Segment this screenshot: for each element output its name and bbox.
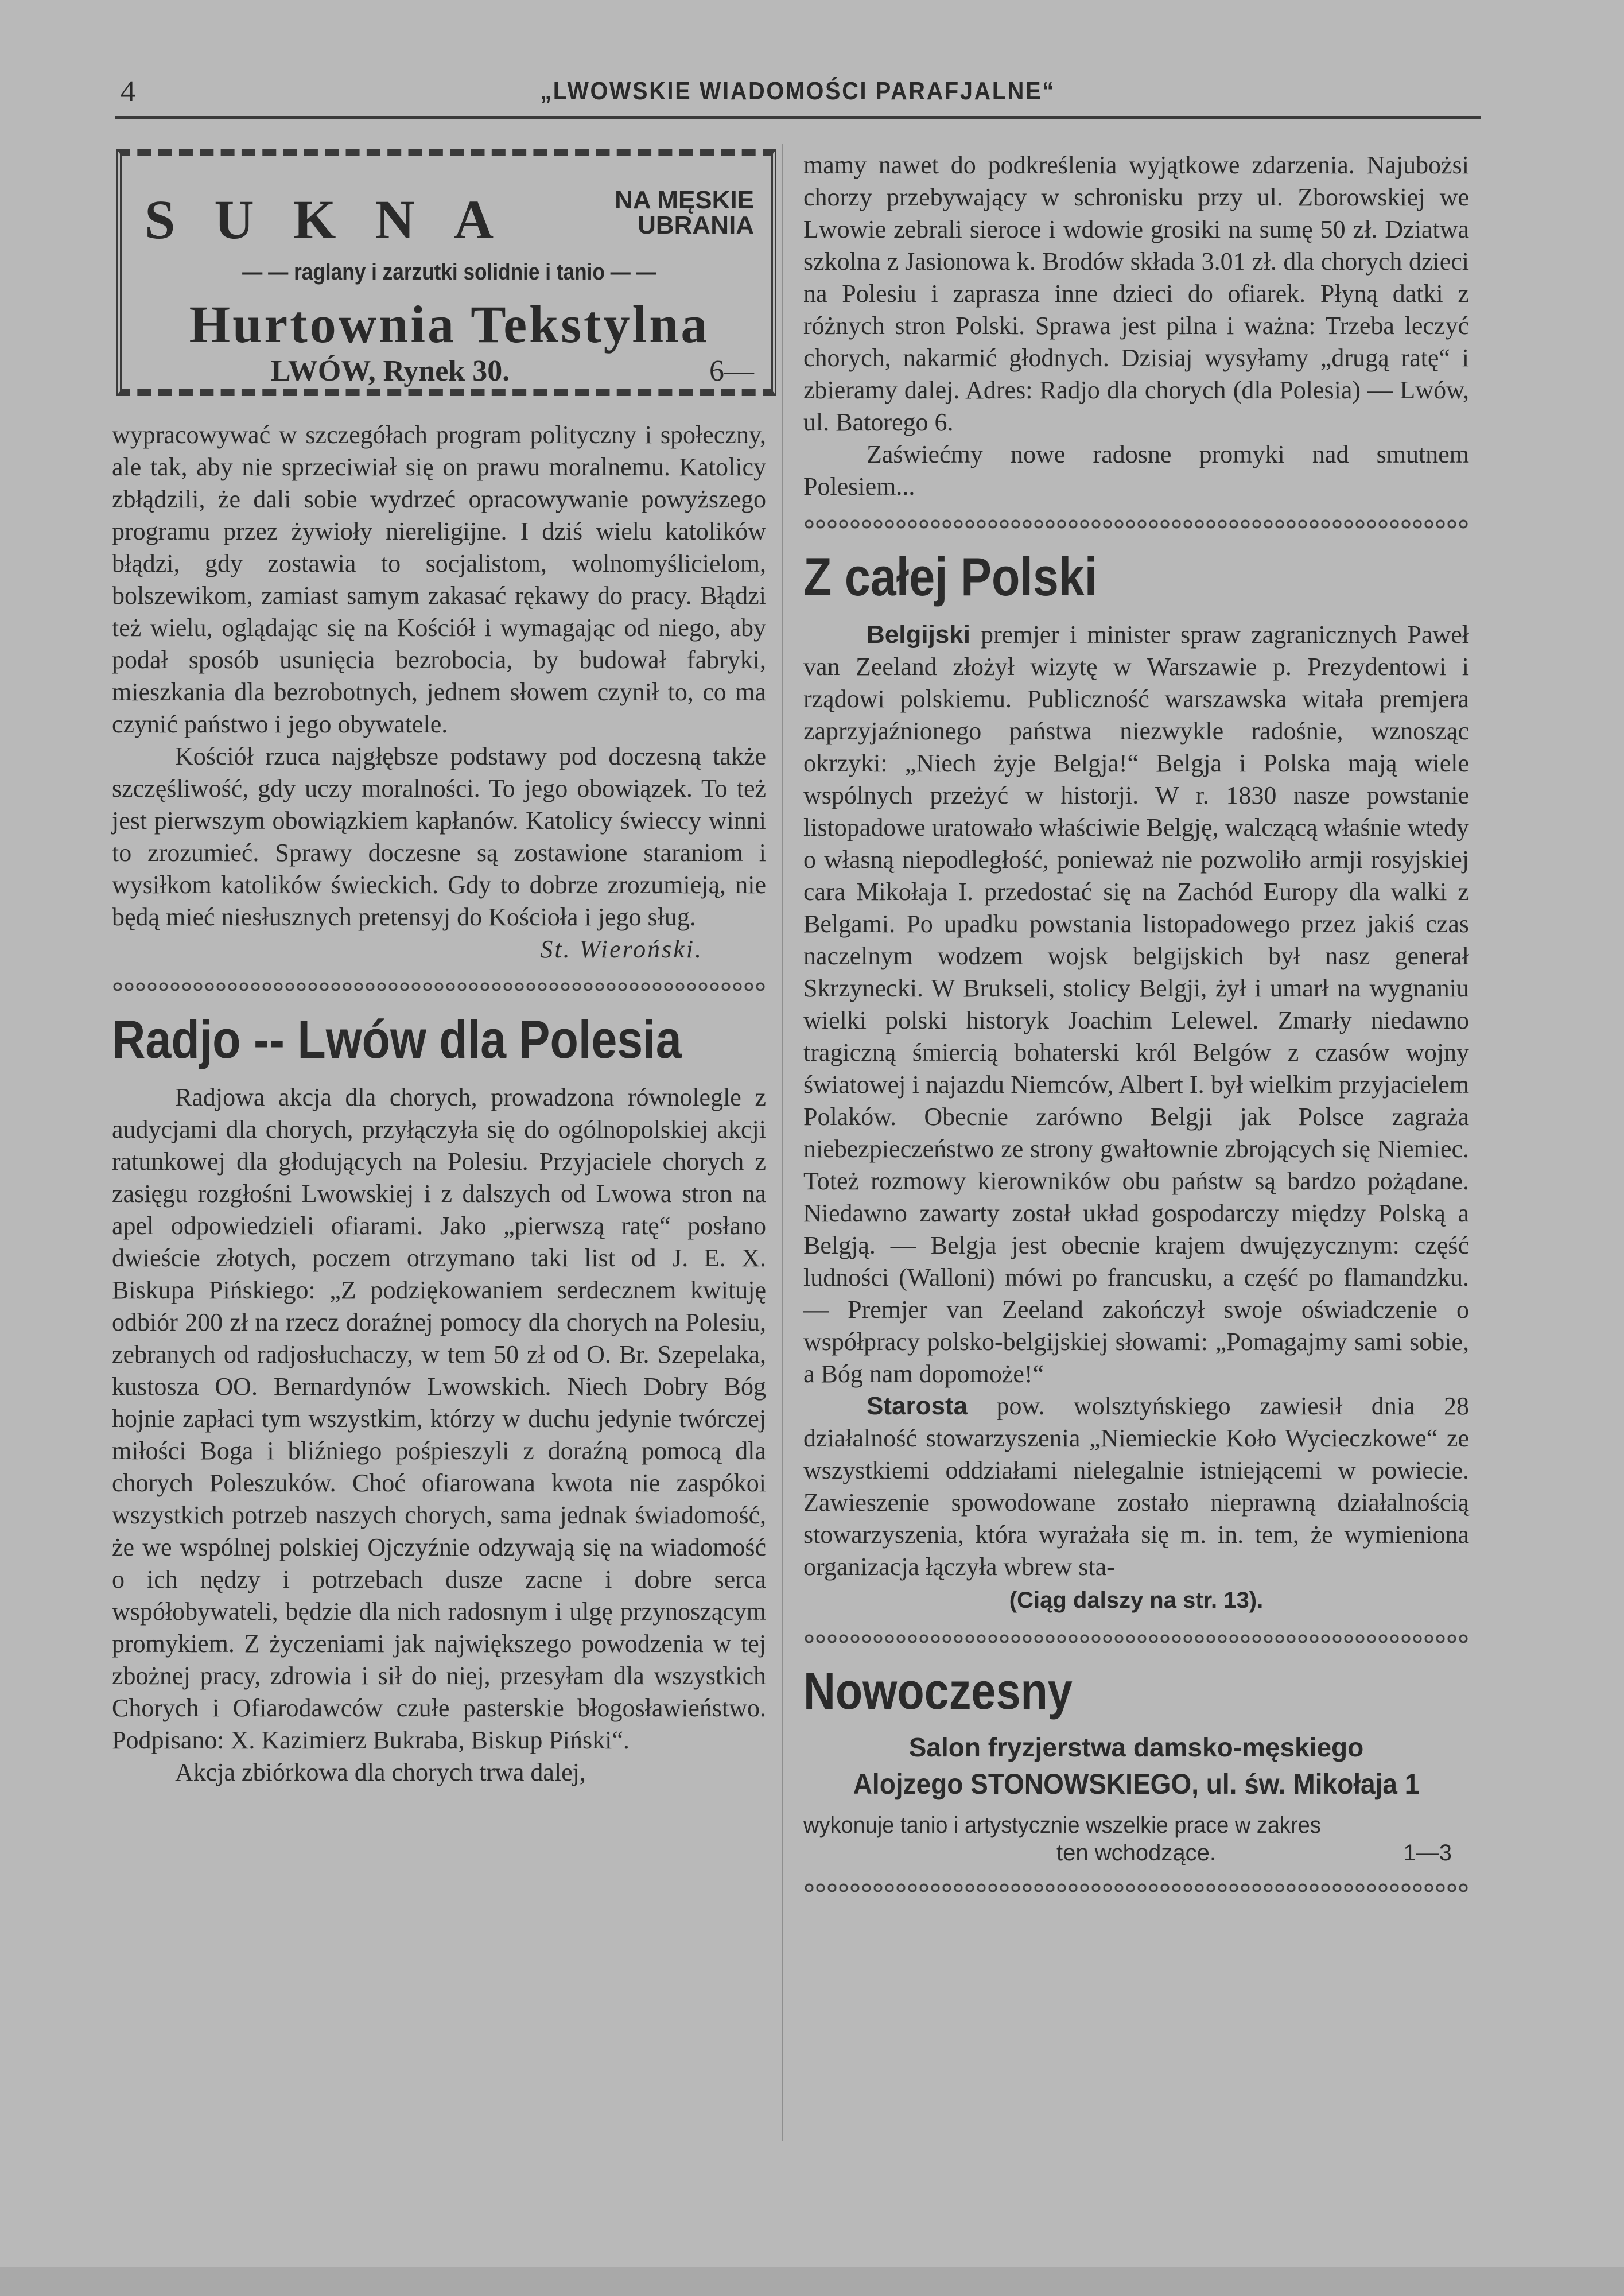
article-paragraph: mamy nawet do podkreślenia wyjątkowe zdarzenia. Najubożsi chorzy przebywający w schronisku przy ul. Zborowskiej we Lwowie zebrali sieroce i wdowie grosiki na sumę 50 zł. Dziatwa szkolna z Jasionowa k. Brodów składa 3.01 zł. dla chorych dzieci na Polesiu i zaprasza inne dzieci do ofiarek. Płyną datki z różnych stron Polski. Sprawa jest pilna i ważna: Trzeba leczyć chorych, nakarmić głodnych. Dzisiaj wysyłamy „drugą ratę“ i zbieramy dalej. Adres: Radjo dla chorych (dla Polesia) — Lwów, ul. Batorego 6. bbox=[803, 151, 1469, 436]
ad-headline-note bbox=[615, 188, 754, 238]
paragraph-text: premjer i minister spraw zagranicznych Paweł van Zeeland złożył wizytę w Warszawie p. Prezydentowi i rządowi polskiemu. Publiczność warszawska witała premjera zaprzyjaźnionego państwa niezwykle radośnie, wznosząc okrzyki: „Niech żyje Belgja!“ Belgja i Polska mają wiele wspólnych przeżyć w historji. W r. 1830 nasze powstanie listopadowe uratowało właściwie Belgję, walczącą właśnie wtedy o własną niepodległość, ponieważ nie pozwoliło armji rosyjskiej cara Mikołaja I. przedostać się na Zachód Europy dla walki z Belgami. Po upadku powstania listopadowego przez jakiś czas naczelnym wodzem wojsk belgijskich był nasz generał Skrzynecki. W Brukseli, stolicy Belgji, żył i umarł na wygnaniu wielki polski historyk Joachim Lelewel. Zmarły niedawno tragiczną śmiercią bohaterski król Belgów z czasów wojny światowej i najazdu Niemców, Albert I. był wielkim przyjacielem Polaków. Obecnie zarówno Belgji jak Polsce zagraża niebezpieczeństwo ze strony gwałtownie zbrojących się Niemiec. Toteż rozmowy kierowników obu państw są bardzo pożądane. Niedawno zawarty został układ gospodarczy między Polską a Belgją. — Belgja jest obecnie krajem dwujęzycznym: część ludności (Walloni) mówi po francusku, a część po flamandzku. — Premjer van Zeeland zakończył swoje oświadczenie o współpracy polsko-belgijskiej słowami: „Pomagajmy sami sobie, a Bóg nam dopomoże!“ bbox=[803, 620, 1469, 1388]
ad-address: LWÓW, Rynek 30. bbox=[271, 355, 510, 387]
article-paragraph: Kościół rzuca najgłębsze podstawy pod doczesną także szczęśliwość, gdy uczy moralności. To jego obowiązek. To też jest pierwszym obowiązkiem kapłanów. Katolicy świeccy winni to zrozumieć. Sprawy doczesne są zostawione staraniom i wysiłkom katolików świeckich. Gdy to dobrze zrozumieją, nie będą mieć niesłusznych pretensyj do Kościoła i jego sług. bbox=[112, 742, 766, 931]
advertisement-salon bbox=[803, 1660, 1469, 1867]
paragraph-text: pow. wolsztyńskiego zawiesił dnia 28 działalność stowarzyszenia „Niemieckie Koło Wycieczkowe“ ze wszystkiemi oddziałami nielegalnie istniejącemi w powiecie. Zawieszenie spowodowane zostało nieprawną działalnością stowarzyszenia, która wyrażała się m. in. tem, że wymieniona organizacja łączyła wbrew sta- bbox=[803, 1392, 1469, 1581]
ornamental-divider bbox=[112, 980, 766, 993]
ornamental-divider bbox=[803, 1882, 1469, 1894]
ad-code: 6— bbox=[709, 355, 754, 387]
continued-note: (Ciąg dalszy na str. 13). bbox=[1009, 1588, 1264, 1613]
ad-owner-address: Alojzego STONOWSKIEGO, ul. św. Mikołaja 1 bbox=[853, 1768, 1420, 1800]
ad-subtitle: Salon fryzjerstwa damsko-męskiego bbox=[908, 1732, 1364, 1762]
ad-business-name: Hurtownia Tekstylna bbox=[189, 295, 710, 354]
ad-headline: SUKNA bbox=[145, 189, 533, 250]
article-paragraph bbox=[803, 1390, 1469, 1583]
article-headline: Z całej Polski bbox=[803, 546, 1098, 607]
article-radjo-continued bbox=[803, 149, 1469, 503]
article-paragraph: Radjowa akcja dla chorych, prowadzona równolegle z audycjami dla chorych, przyłączyła się do ogólnopolskiej akcji ratunkowej dla głodujących na Polesiu. Przyjaciele chorych z zasięgu rozgłośni Lwowskiej i z dalszych od Lwowa stron na apel odpowiedzieli ofiarami. Jako „pierwszą ratę“ posłano dwieście złotych, poczem otrzymano taki list od J. E. X. Biskupa Pińskiego: „Z podziękowaniem serdecznem kwituję odbiór 200 zł na rzecz doraźnej pomocy dla chorych na Polesiu, zebranych od radjosłuchaczy, w tem 50 zł od O. Br. Szepelaka, kustosza OO. Bernardynów Lwowskich. Niech Dobry Bóg hojnie zapłaci tym wszystkim, którzy w duchu jedynie twórczej miłości Boga i bliźniego pośpieszyli z doraźną pomocą dla chorych Poleszuków. Choć ofiarowana kwota nie zaspókoi wszystkich potrzeb naszych chorych, sama jednak świadomość, że we wspólnej polskiej Ojczyźnie odzywają się na wiadomość o ich nędzy i potrzebach dusze zacne i dobre serca współobywateli, będzie dla nich radosnym i ulgę przynoszącym promykiem. Z życzeniami jak największego powodzenia w tej zbożnej pracy, zdrowia i sił do niej, przesyłam dla wszystkich Chorych i Ofiarodawców czułe pasterskie błogosławieństwo. Podpisano: X. Kazimierz Bukraba, Biskup Piński“. bbox=[112, 1083, 766, 1754]
header-rule bbox=[115, 116, 1481, 119]
ad-description: wykonuje tanio i artystycznie wszelkie prace w zakres bbox=[803, 1813, 1321, 1838]
ad-note-line: NA MĘSKIE bbox=[615, 186, 754, 214]
ornamental-divider bbox=[803, 1632, 1469, 1645]
article-paragraph: wypracowywać w szczegółach program polityczny i społeczny, ale tak, aby nie sprzeciwiał się on prawu moralnemu. Katolicy zbłądzili, że dali sobie wydrzeć opracowywanie powyższego programu przez żywioły niereligijne. I dziś wielu katolików błądzi, gdy zostawia to socjalistom, wolnomyślicielom, bolszewikom, zamiast samym zakasać rękawy do pracy. Błądzi też wielu, oglądając się na Kościół i wymagając od niego, aby podał sposób usunięcia bezrobocia, by budował fabryki, mieszkania dla bezrobotnych, jednem słowem czynił to, co ma czynić państwo i jego obywatele. bbox=[112, 421, 766, 738]
ad-description-end bbox=[803, 1839, 1469, 1867]
ornamental-divider bbox=[803, 518, 1469, 530]
right-column bbox=[803, 149, 1469, 1909]
ad-note-line: UBRANIA bbox=[638, 211, 754, 239]
ad-headline: Nowoczesny bbox=[803, 1663, 1073, 1720]
article-radjo bbox=[112, 1008, 766, 1789]
advertisement-sukna bbox=[116, 149, 776, 396]
left-column bbox=[112, 149, 766, 1789]
paragraph-lead: Starosta bbox=[867, 1392, 968, 1420]
column-divider bbox=[782, 144, 783, 2141]
ad-description-text: ten wchodzące. bbox=[1056, 1840, 1216, 1865]
article-program bbox=[112, 419, 766, 965]
article-z-calej-polski bbox=[803, 545, 1469, 1618]
scan-bottom-edge bbox=[0, 2267, 1624, 2296]
ad-code: 1—3 bbox=[1403, 1840, 1452, 1865]
paragraph-lead: Belgijski bbox=[867, 620, 970, 649]
article-paragraph: Zaświećmy nowe radosne promyki nad smutnem Polesiem... bbox=[803, 440, 1469, 501]
article-signature: St. Wieroński. bbox=[540, 935, 703, 963]
page-number: 4 bbox=[121, 75, 135, 108]
ad-tagline: — — raglany i zarzutki solidnie i tanio — — bbox=[242, 259, 656, 285]
masthead-title: „LWOWSKIE WIADOMOŚCI PARAFJALNE“ bbox=[540, 77, 1055, 105]
article-paragraph bbox=[803, 619, 1469, 1390]
article-paragraph: Akcja zbiórkowa dla chorych trwa dalej, bbox=[175, 1758, 586, 1786]
page-header bbox=[115, 69, 1481, 115]
article-headline: Radjo -- Lwów dla Polesia bbox=[112, 1009, 682, 1069]
